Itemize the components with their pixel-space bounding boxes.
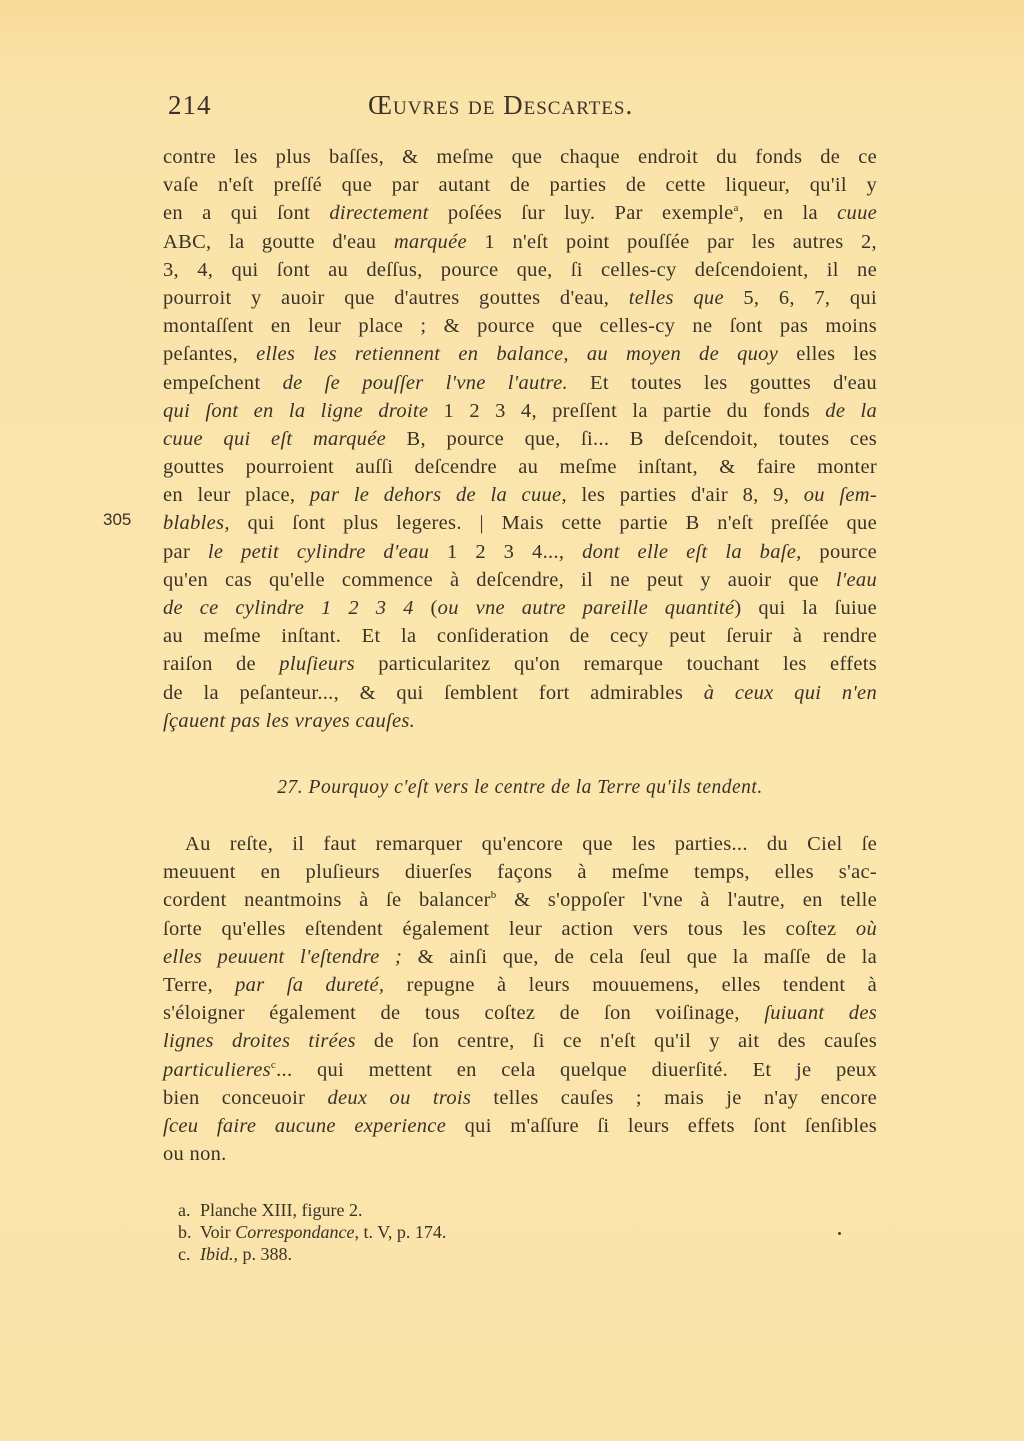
italic-text: dont elle eſt la baſe, [582, 540, 802, 563]
italic-text: Ibid., [200, 1244, 238, 1264]
italic-text: de la [825, 399, 877, 422]
text-run: bien conceuoir [163, 1086, 328, 1109]
text-run: pource [801, 540, 877, 563]
text-run: gouttes pourroient auſſi deſcendre au meſme inſtant, & faire monter [163, 456, 877, 479]
text-line [163, 566, 877, 594]
text-run: repugne à leurs mouuemens, elles tendent à [384, 973, 878, 996]
italic-text: telles que [628, 286, 724, 309]
text-run: empeſchent [163, 371, 283, 394]
text-run: par [163, 540, 208, 563]
text-run: meuuent en pluſieurs diuerſes façons à meſme temps, elles s'ac- [163, 861, 877, 884]
text-run: cordent neantmoins à ſe balancer [163, 889, 491, 912]
footnote-reference: c [270, 1058, 277, 1071]
text-run: de ſon centre, ſi ce n'eſt qu'il y ait des cauſes [355, 1030, 877, 1053]
footnote-reference: b [490, 889, 497, 902]
text-run: en leur place, [163, 484, 310, 507]
italic-text: l'eau [835, 568, 877, 591]
italic-text: par le dehors de la cuue, [309, 484, 567, 507]
text-run: Au reſte, il faut remarquer qu'encore que les parties... du Ciel ſe [185, 833, 877, 855]
section-number: 27. [277, 777, 304, 798]
italic-text: de ſe pouſſer l'vne l'autre. [282, 371, 568, 394]
text-line [163, 830, 877, 858]
text-line [163, 679, 877, 707]
text-line [163, 143, 877, 171]
text-line [163, 425, 877, 453]
text-run: 3, 4, qui ſont au deſſus, pource que, ſi celles-cy deſcendoient, il ne [163, 258, 877, 281]
text-line [163, 622, 877, 650]
text-run: contre les plus baſſes, & meſme que chaque endroit du fonds de ce [163, 146, 877, 168]
text-run: poſées ſur luy. Par exemple [428, 202, 734, 225]
text-run: Et toutes les gouttes d'eau [567, 371, 877, 394]
text-line [163, 397, 877, 425]
text-run: qui m'aſſure ſi leurs effets ſont ſenſibles [446, 1114, 877, 1137]
text-line [163, 999, 877, 1027]
footnote-mark: c. [178, 1244, 191, 1264]
text-run: ... qui mettent en cela quelque diuerſité. Et je peux [276, 1058, 877, 1081]
footnote [178, 1199, 446, 1221]
italic-text: ou vne autre pareille quantité [437, 597, 735, 619]
text-line [163, 650, 877, 678]
text-line [163, 915, 877, 943]
text-line [163, 453, 877, 481]
text-run: , en la [738, 202, 838, 225]
text-run: 1 2 3 4, preſſent la partie du fonds [428, 399, 826, 422]
text-run: Planche XIII, figure 2. [200, 1200, 363, 1220]
paragraph-2 [163, 830, 877, 1168]
text-run: Terre, [163, 973, 236, 996]
text-line [163, 858, 877, 886]
text-line [163, 171, 877, 199]
footnote-mark: a. [178, 1200, 191, 1220]
text-line [163, 594, 877, 622]
italic-text: cuue qui eſt marquée [163, 427, 387, 450]
print-speck [838, 1232, 841, 1235]
italic-text: particulieres [163, 1058, 271, 1081]
text-line [163, 886, 877, 914]
text-line [163, 284, 877, 312]
text-run: ſorte qu'elles eſtendent également leur action vers tous les coſtez [163, 917, 856, 940]
text-line [163, 1112, 877, 1140]
italic-text: pluſieurs [279, 653, 355, 676]
text-run: telles cauſes ; mais je n'ay encore [471, 1086, 877, 1109]
italic-text: le petit cylindre d'eau [207, 540, 430, 563]
text-run: raiſon de [163, 653, 280, 676]
page-number: 214 [168, 90, 212, 120]
text-line [163, 369, 877, 397]
text-run: 1 n'eſt point pouſſée par les autres 2, [466, 230, 877, 253]
text-run: qui ſont plus legeres. | Mais cette partie B n'eſt preſſée que [229, 512, 877, 535]
text-run: & ainſi que, de cela ſeul que la maſſe de la [402, 945, 877, 968]
italic-text: ſceu faire aucune experience [163, 1114, 447, 1137]
text-run: montaſſent en leur place ; & pource que celles-cy ne ſont pas moins [163, 315, 877, 338]
text-run: vaſe n'eſt preſſé que par autant de parties de cette liqueur, qu'il y [163, 174, 877, 197]
italic-text: ſuiuant des [764, 1002, 877, 1025]
italic-text: marquée [393, 230, 467, 253]
text-run: peſantes, [163, 343, 257, 366]
running-head [163, 90, 877, 130]
text-line [163, 1084, 877, 1112]
text-run: pourroit y auoir que d'autres gouttes d'eau, [163, 286, 629, 309]
text-line [163, 340, 877, 368]
text-run: de la peſanteur..., & qui ſemblent fort admirables [163, 681, 704, 704]
italic-text: ou ſem- [803, 484, 877, 507]
text-run: en a qui ſont [163, 202, 330, 225]
italic-text: blables, [163, 512, 230, 535]
running-title: Œuvres de Descartes. [368, 90, 634, 120]
italic-text: elles peuuent l'eſtendre ; [163, 945, 403, 968]
text-run: les parties d'air 8, 9, [566, 484, 804, 507]
text-line [163, 509, 877, 537]
text-line [163, 943, 877, 971]
italic-text: cuue [837, 202, 878, 225]
text-line [163, 199, 877, 227]
text-run: particularitez qu'on remarque touchant les effets [354, 653, 877, 676]
italic-text: où [855, 917, 877, 940]
text-run: ( [413, 597, 438, 619]
italic-text: qui ſont en la ligne droite [163, 399, 429, 422]
footnote-reference: a [733, 202, 739, 215]
text-line [163, 228, 877, 256]
text-run: elles les [778, 343, 877, 366]
text-run: 5, 6, 7, qui [723, 286, 877, 309]
italic-text: Correspondance, [235, 1222, 360, 1242]
text-run: au meſme inſtant. Et la conſideration de cecy peut ſeruir à rendre [163, 625, 877, 648]
text-line [163, 1027, 877, 1055]
text-line [163, 481, 877, 509]
text-run: p. 388. [238, 1244, 292, 1264]
footnote [178, 1243, 446, 1265]
section-heading [163, 777, 877, 799]
italic-text: elles les retiennent en balance, au moyen de quoy [256, 343, 779, 366]
text-line [163, 1140, 877, 1168]
text-run: & s'oppoſer l'vne à l'autre, en telle [496, 889, 877, 912]
text-run: ABC, la goutte d'eau [163, 230, 394, 253]
text-line [163, 312, 877, 340]
italic-text: lignes droites tirées [163, 1030, 356, 1053]
text-run: 1 2 3 4..., [429, 540, 583, 563]
margin-page-reference: 305 [103, 510, 132, 529]
italic-text: par ſa dureté, [235, 973, 385, 996]
text-line [163, 256, 877, 284]
section-title: Pourquoy c'eſt vers le centre de la Terre qu'ils tendent. [308, 777, 763, 798]
footnotes [178, 1199, 446, 1265]
text-line [163, 1056, 877, 1084]
footnote [178, 1221, 446, 1243]
text-run: B, pource que, ſi... B deſcendoit, toutes ces [386, 427, 878, 450]
text-run: Voir [200, 1222, 236, 1242]
text-run: s'éloigner également de tous coſtez de ſon voiſinage, [163, 1002, 765, 1025]
text-run: t. V, p. 174. [359, 1222, 447, 1242]
paragraph-1 [163, 143, 877, 735]
italic-text: de ce cylindre 1 2 3 4 [163, 597, 414, 619]
footnote-mark: b. [178, 1222, 192, 1242]
text-line [163, 707, 877, 735]
italic-text: ſçauent pas les vrayes cauſes. [163, 709, 416, 732]
italic-text: à ceux qui n'en [703, 681, 878, 704]
text-run: qu'en cas qu'elle commence à deſcendre, il ne peut y auoir que [163, 568, 836, 591]
italic-text: directement [329, 202, 429, 225]
text-run: ) qui la ſuiue [734, 597, 877, 619]
text-line [163, 538, 877, 566]
text-run: ou non. [163, 1143, 227, 1166]
italic-text: deux ou trois [327, 1086, 472, 1109]
text-line [163, 971, 877, 999]
